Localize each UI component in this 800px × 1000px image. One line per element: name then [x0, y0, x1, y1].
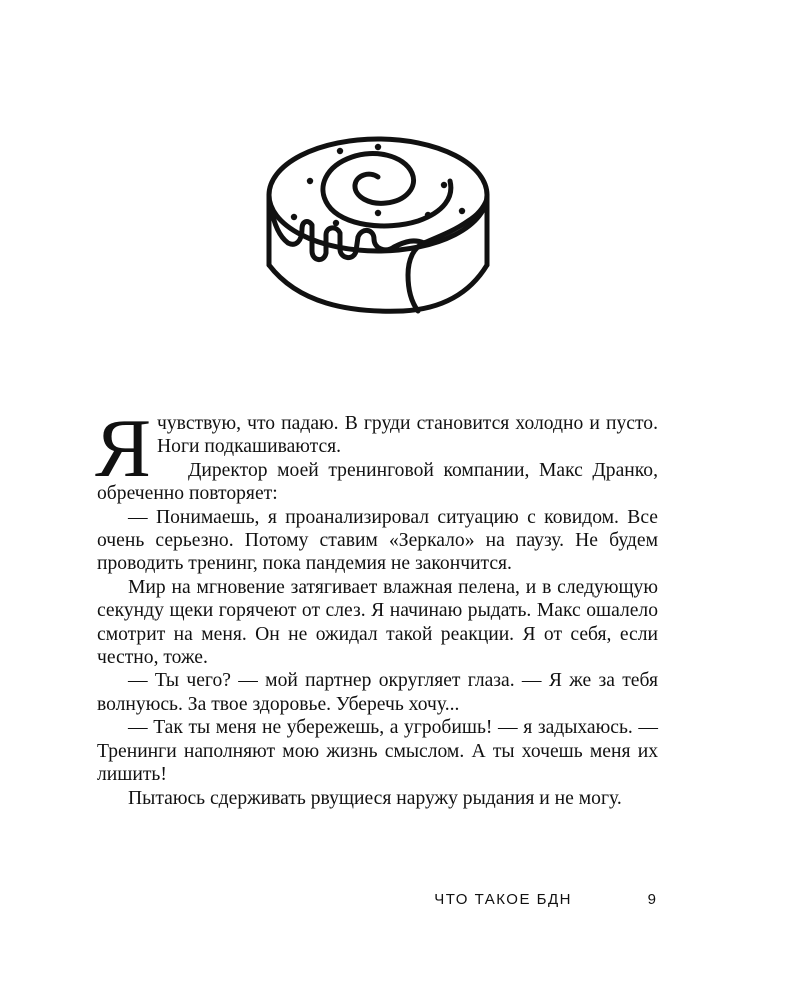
paragraph-2: Директор моей тренинговой компании, Макс Дранко, обреченно повторяет:: [97, 459, 658, 505]
paragraph-5: — Ты чего? — мой партнер округляет глаза. — Я же за тебя волнуюсь. За твое здоровье. Уберечь хочу...: [97, 670, 658, 715]
cinnamon-roll-icon: [258, 125, 498, 325]
page-footer: [97, 888, 658, 912]
running-head: ЧТО ТАКОЕ БДН: [434, 891, 572, 908]
page-number: 9: [647, 891, 656, 908]
paragraph-7: Пытаюсь сдерживать рвущиеся наружу рыдания и не могу.: [128, 787, 622, 809]
paragraph-1-text: чувствую, что падаю. В груди становится холодно и пусто. Ноги подкашиваются.: [157, 413, 658, 458]
drop-cap: Я: [95, 402, 152, 495]
body-text: [95, 402, 658, 810]
paragraph-6: — Так ты меня не убережешь, а угробишь! — я задыхаюсь. — Тренинги наполняют мою жизнь смыслом. А ты хочешь меня их лишить!: [97, 717, 658, 786]
paragraph-4: Мир на мгновение затягивает влажная пелена, и в следующую секунду щеки горячеют от слез. Я начинаю рыдать. Макс ошалело смотрит на меня. Он не ожидал такой реакции. Я от себя, если честно, тоже.: [97, 576, 658, 669]
paragraph-3: — Понимаешь, я проанализировал ситуацию с ковидом. Все очень серьезно. Потому ставим «Зеркало» на паузу. Не будем проводить тренинг, пока пандемия не закончится.: [97, 506, 658, 575]
